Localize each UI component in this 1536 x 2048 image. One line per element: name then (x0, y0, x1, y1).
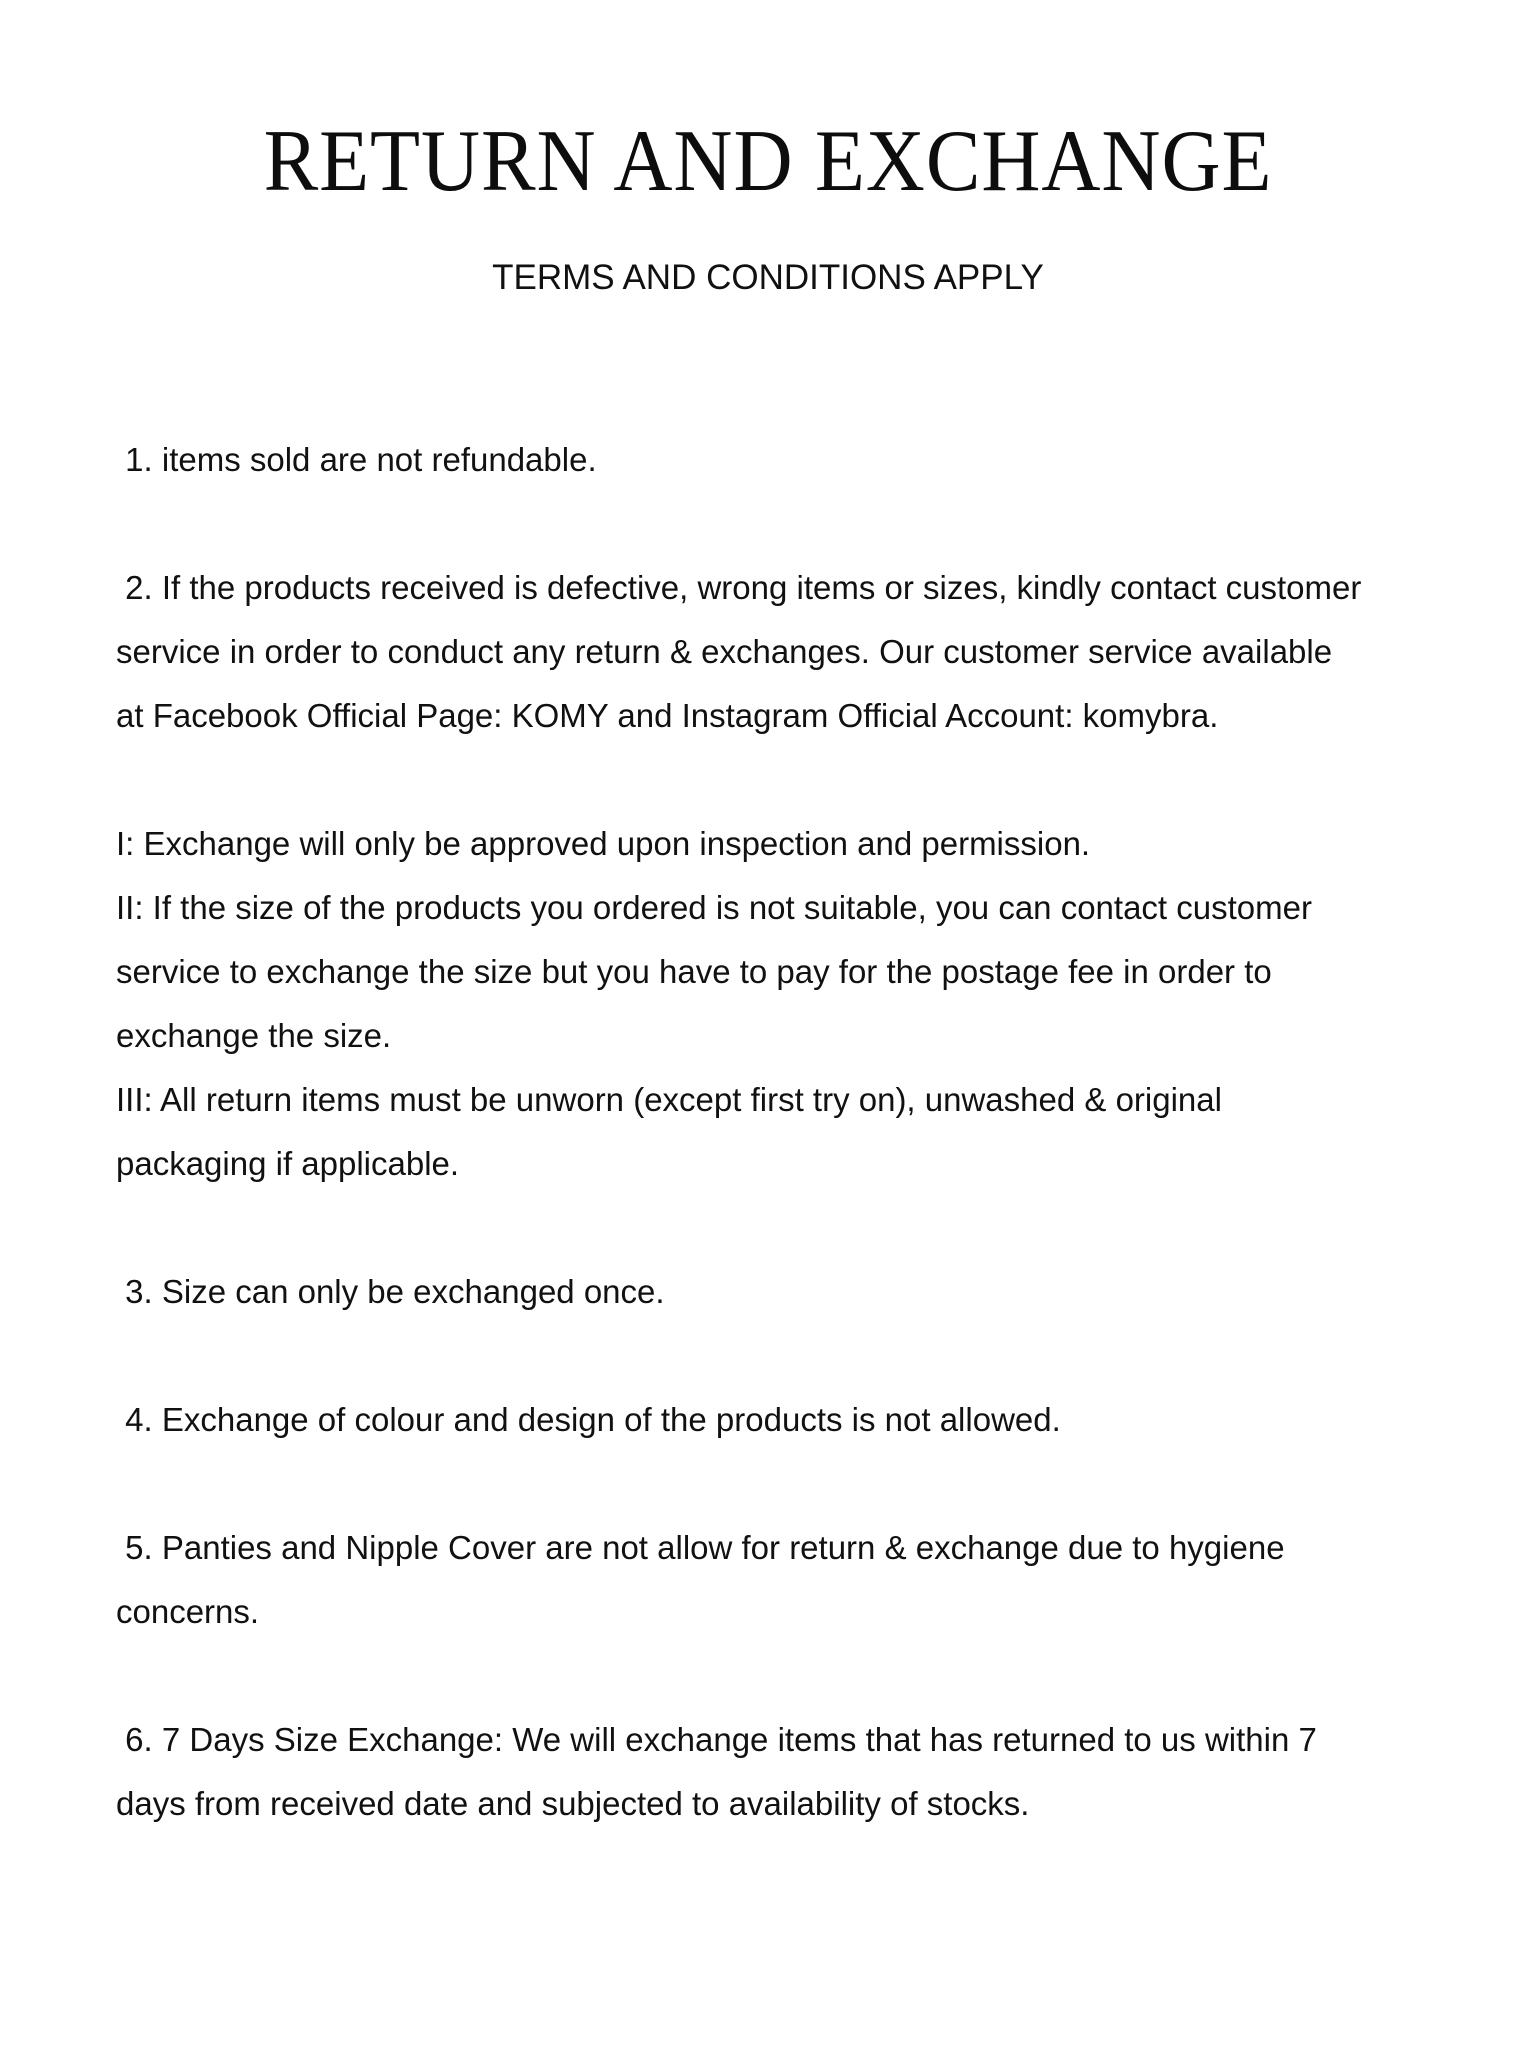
sub-term-line: III: All return items must be unworn (except first try on), unwashed & original (116, 1081, 1222, 1118)
terms-body (116, 428, 1456, 1836)
sub-term-line: I: Exchange will only be approved upon inspection and permission. (116, 825, 1091, 862)
spacer (116, 1644, 1456, 1708)
spacer (116, 492, 1456, 556)
term-4-line: 4. Exchange of colour and design of the products is not allowed. (116, 1401, 1061, 1438)
spacer (116, 1196, 1456, 1260)
term-3-line: 3. Size can only be exchanged once. (116, 1273, 665, 1310)
spacer (116, 1324, 1456, 1388)
sub-term-line: service to exchange the size but you have to pay for the postage fee in order to (116, 953, 1272, 990)
sub-term-line: II: If the size of the products you ordered is not suitable, you can contact customer (116, 889, 1312, 926)
term-1-line: 1. items sold are not refundable. (116, 441, 597, 478)
sub-term-line: exchange the size. (116, 1017, 392, 1054)
term-6-line: 6. 7 Days Size Exchange: We will exchange items that has returned to us within 7 (116, 1721, 1317, 1758)
sub-term-line: packaging if applicable. (116, 1145, 460, 1182)
spacer (116, 748, 1456, 812)
term-2-line: service in order to conduct any return & exchanges. Our customer service available (116, 633, 1333, 670)
page-title: RETURN AND EXCHANGE (263, 113, 1273, 210)
page-subtitle: TERMS AND CONDITIONS APPLY (492, 258, 1044, 297)
term-5-line: concerns. (116, 1593, 260, 1630)
term-2-line: 2. If the products received is defective, wrong items or sizes, kindly contact customer (116, 569, 1362, 606)
spacer (116, 1452, 1456, 1516)
term-5-line: 5. Panties and Nipple Cover are not allow for return & exchange due to hygiene (116, 1529, 1285, 1566)
term-6-line: days from received date and subjected to availability of stocks. (116, 1785, 1030, 1822)
term-2-line: at Facebook Official Page: KOMY and Instagram Official Account: komybra. (116, 697, 1219, 734)
